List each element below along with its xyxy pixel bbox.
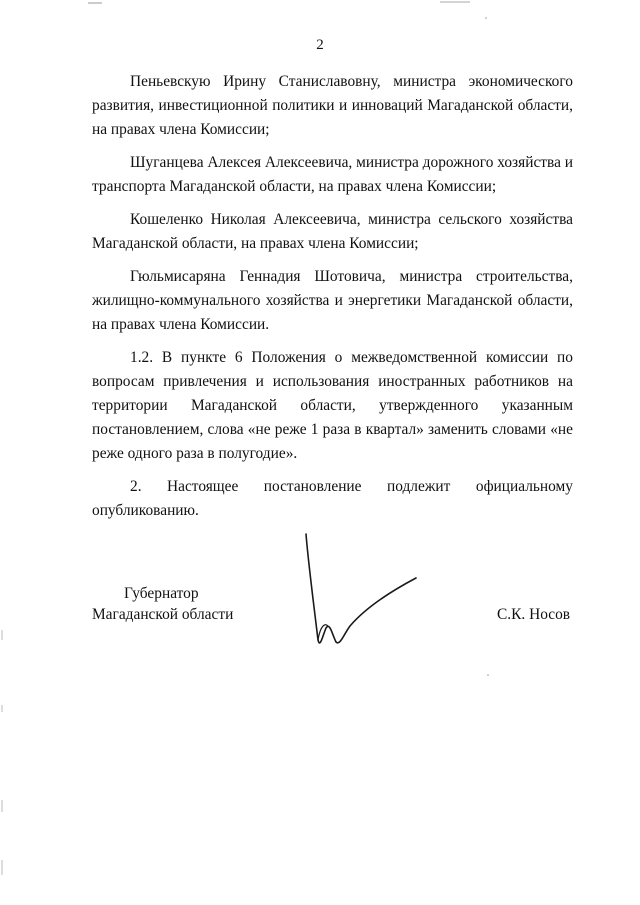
signatory-title-line2: Магаданской области bbox=[92, 606, 234, 623]
signatory-title-line1: Губернатор bbox=[124, 585, 199, 602]
paragraph-item-1-2: 1.2. В пункте 6 Положения о межведомственной комиссии по вопросам привлечения и использования иностранных работников на территории Магаданской области, утвержденного указанным постановлением, слова «не реже 1 раза в квартал» заменить словами «не реже одного раза в полугодие». bbox=[92, 349, 573, 462]
paragraph-gyulmisaryan: Гюльмисаряна Геннадия Шотовича, министра строительства, жилищно-коммунального хозяйства и энергетики Магаданской области, на правах члена Комиссии. bbox=[92, 268, 573, 333]
page-number: 2 bbox=[316, 37, 324, 53]
paragraph-shugantsev: Шуганцева Алексея Алексеевича, министра дорожного хозяйства и транспорта Магаданской области, на правах члена Комиссии; bbox=[92, 154, 573, 195]
signatory-name: С.К. Носов bbox=[497, 606, 571, 623]
paragraph-item-2: 2. Настоящее постановление подлежит официальному опубликованию. bbox=[92, 478, 573, 519]
document-body bbox=[92, 70, 573, 532]
paragraph-koshelenko: Кошеленко Николая Алексеевича, министра сельского хозяйства Магаданской области, на правах члена Комиссии; bbox=[92, 211, 573, 252]
handwritten-signature bbox=[296, 530, 426, 660]
paragraph-penevskaya: Пеньевскую Ирину Станиславовну, министра экономического развития, инвестиционной политики и инноваций Магаданской области, на правах члена Комиссии; bbox=[92, 73, 573, 138]
signatory-title bbox=[92, 583, 233, 625]
